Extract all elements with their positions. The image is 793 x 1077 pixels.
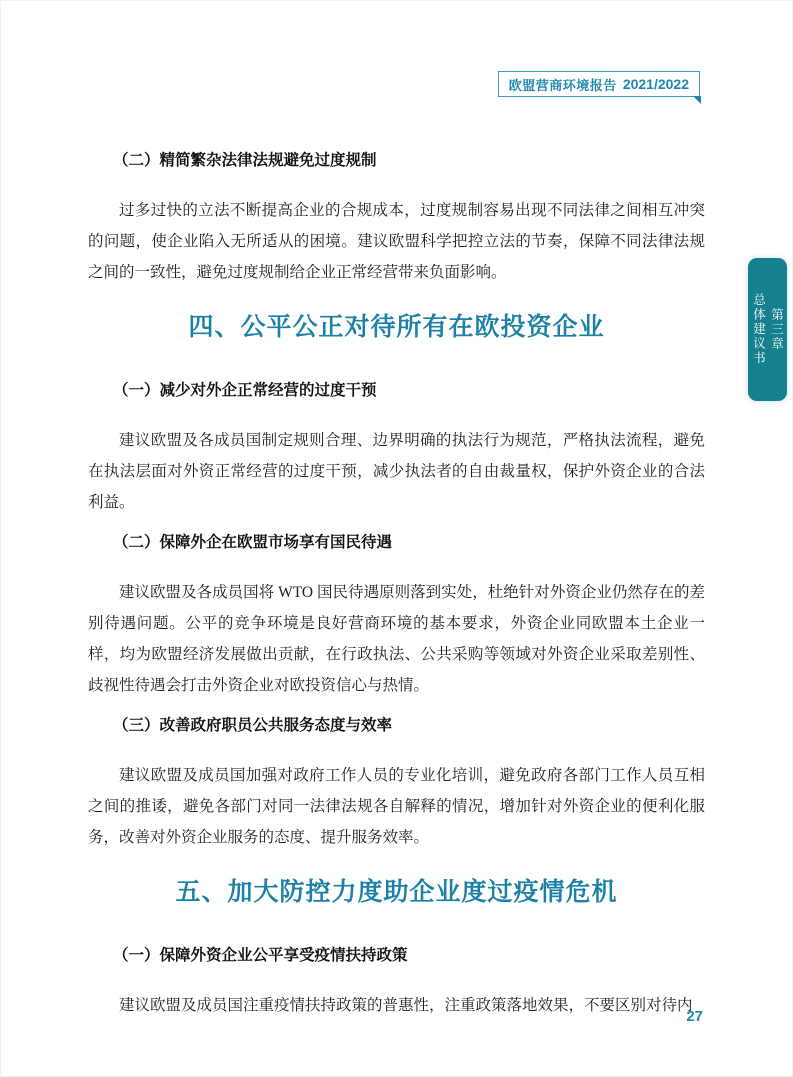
- page-number: 27: [686, 1008, 703, 1025]
- paragraph-pandemic-support: 建议欧盟及成员国注重疫情扶持政策的普惠性，注重政策落地效果，不要区别对待内: [119, 997, 693, 1014]
- report-title-badge: [498, 71, 700, 97]
- subheading-simplify-regulation: （二）精简繁杂法律法规避免过度规制: [113, 152, 377, 169]
- subheading-public-service: （三）改善政府职员公共服务态度与效率: [113, 717, 393, 734]
- chapter-heading-five: 五、加大防控力度助企业度过疫情危机: [175, 879, 618, 906]
- page-content: [88, 140, 705, 1021]
- side-tab-text: [750, 293, 786, 366]
- chapter-heading-four: 四、公平公正对待所有在欧投资企业: [188, 314, 605, 341]
- paragraph-reduce-interference: 建议欧盟及各成员国制定规则合理、边界明确的执法行为规范，严格执法流程，避免在执法层面对外资正常经营的过度干预，减少执法者的自由裁量权，保护外资企业的合法利益。: [88, 432, 705, 511]
- paragraph-national-treatment: 建议欧盟及各成员国将 WTO 国民待遇原则落到实处，杜绝针对外资企业仍然存在的差别待遇问题。公平的竞争环境是良好营商环境的基本要求，外资企业同欧盟本土企业一样，均为欧盟经济发展做出贡献，在行政执法、公共采购等领域对外资企业采取差别性、歧视性待遇会打击外资企业对欧投资信心与热情。: [88, 584, 705, 694]
- subheading-national-treatment: （二）保障外企在欧盟市场享有国民待遇: [113, 534, 393, 551]
- subheading-pandemic-support: （一）保障外资企业公平享受疫情扶持政策: [113, 947, 408, 964]
- report-year: 2021/2022: [622, 76, 689, 92]
- side-tab-title: 总体建议书: [751, 293, 766, 366]
- subheading-reduce-interference: （一）减少对外企正常经营的过度干预: [113, 382, 377, 399]
- badge-tail-icon: [693, 96, 701, 104]
- report-title: 欧盟营商环境报告: [508, 77, 617, 93]
- paragraph-simplify-regulation: 过多过快的立法不断提高企业的合规成本，过度规制容易出现不同法律之间相互冲突的问题，使企业陷入无所适从的困境。建议欧盟科学把控立法的节奏，保障不同法律法规之间的一致性，避免过度规制给企业正常经营带来负面影响。: [88, 202, 705, 281]
- side-tab-chapter: 第三章: [769, 307, 784, 352]
- chapter-side-tab: [748, 258, 787, 401]
- paragraph-public-service: 建议欧盟及成员国加强对政府工作人员的专业化培训，避免政府各部门工作人员互相之间的推诿，避免各部门对同一法律法规各自解释的情况，增加针对外资企业的便利化服务，改善对外资企业服务的态度、提升服务效率。: [88, 767, 705, 846]
